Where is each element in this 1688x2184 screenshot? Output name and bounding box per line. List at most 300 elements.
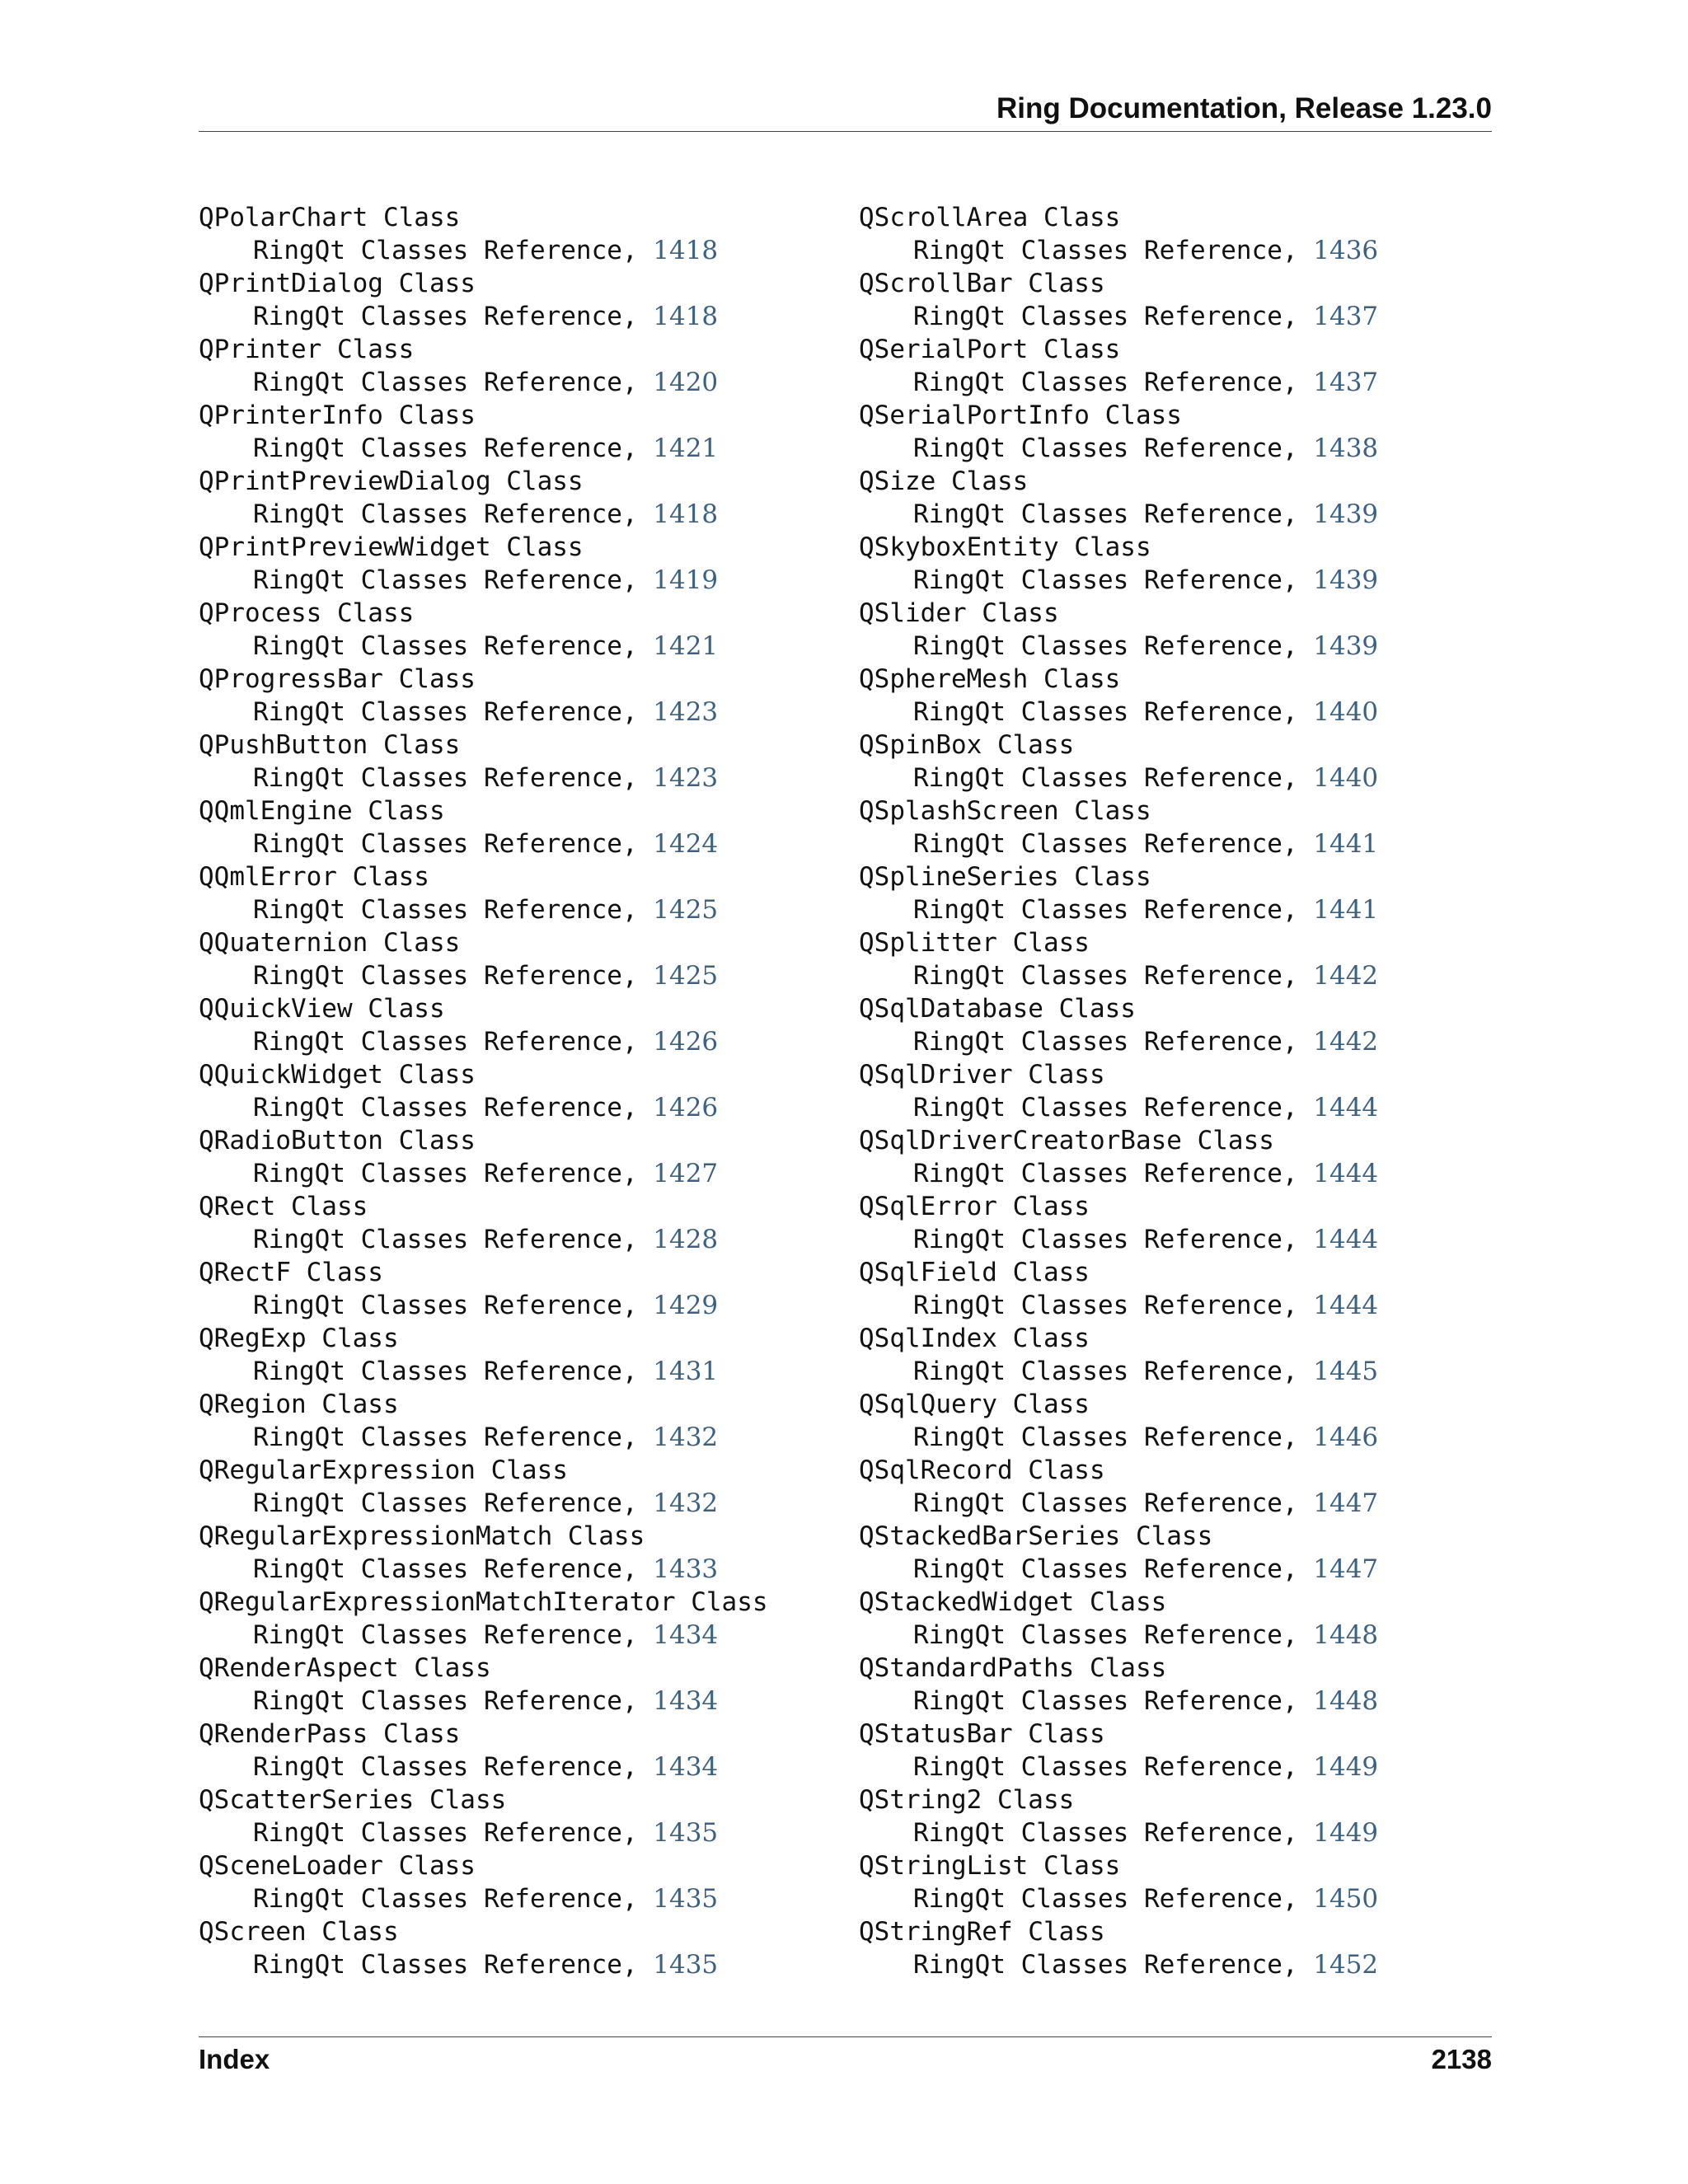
index-entry [859,1718,1378,1783]
reference-label: RingQt Classes Reference [253,565,622,595]
index-reference [199,1619,768,1652]
index-reference [859,1157,1378,1190]
reference-separator: , [1282,1554,1314,1584]
index-entry [859,1190,1378,1256]
reference-label: RingQt Classes Reference [253,1884,622,1914]
reference-label: RingQt Classes Reference [253,1620,622,1650]
index-reference [199,432,768,465]
reference-separator: , [621,368,654,397]
reference-label: RingQt Classes Reference [253,1093,622,1122]
page-number-link[interactable]: 1426 [653,1027,719,1057]
reference-label: RingQt Classes Reference [913,1093,1282,1122]
reference-separator: , [1282,895,1314,925]
index-reference [859,1421,1378,1454]
index-entry [199,1190,768,1256]
index-reference [859,1750,1378,1783]
index-reference [199,1816,768,1849]
page-number-link[interactable]: 1432 [653,1422,719,1452]
page-number-link[interactable]: 1428 [653,1225,719,1254]
page-number-link[interactable]: 1450 [1313,1884,1379,1914]
reference-separator: , [1282,368,1314,397]
index-term: QScrollBar Class [859,269,1105,298]
reference-separator: , [621,434,654,463]
reference-label: RingQt Classes Reference [253,499,622,529]
index-term: QProcess Class [199,598,415,628]
index-term: QSerialPortInfo Class [859,401,1182,430]
index-reference [199,564,768,597]
index-reference [199,827,768,860]
index-reference [199,498,768,531]
page-number-link[interactable]: 1420 [653,368,719,397]
index-reference [859,366,1378,399]
index-term: QSqlDatabase Class [859,994,1136,1024]
reference-separator: , [621,1291,654,1320]
reference-label: RingQt Classes Reference [913,1159,1282,1188]
index-reference [859,1816,1378,1849]
index-reference [859,234,1378,267]
index-term: QStandardPaths Class [859,1653,1167,1683]
index-entry [199,1718,768,1783]
index-reference [859,630,1378,663]
index-reference [859,696,1378,729]
index-column-left [199,201,768,1981]
reference-separator: , [621,961,654,991]
index-entry [199,1915,768,1981]
index-reference [199,1487,768,1520]
index-entry [199,465,768,531]
index-term: QPushButton Class [199,730,461,760]
index-entry [859,1058,1378,1124]
reference-label: RingQt Classes Reference [253,1422,622,1452]
reference-label: RingQt Classes Reference [913,368,1282,397]
reference-label: RingQt Classes Reference [253,302,622,331]
page-number-link[interactable]: 1449 [1313,1752,1379,1782]
index-reference [859,300,1378,333]
index-entry [199,1783,768,1849]
page-number-link[interactable]: 1444 [1313,1159,1379,1188]
index-term: QRegularExpressionMatchIterator Class [199,1587,768,1617]
index-term: QSqlQuery Class [859,1390,1090,1419]
reference-separator: , [1282,1422,1314,1452]
index-entry [859,333,1378,399]
reference-label: RingQt Classes Reference [253,895,622,925]
page-number-link[interactable]: 1418 [653,236,719,265]
reference-label: RingQt Classes Reference [253,236,622,265]
index-entry [859,794,1378,860]
reference-label: RingQt Classes Reference [253,434,622,463]
index-reference [199,1421,768,1454]
index-term: QSize Class [859,466,1029,496]
index-reference [859,1619,1378,1652]
index-term: QSlider Class [859,598,1059,628]
reference-label: RingQt Classes Reference [253,631,622,661]
index-term: QSpinBox Class [859,730,1075,760]
index-term: QStackedWidget Class [859,1587,1167,1617]
reference-label: RingQt Classes Reference [253,1950,622,1980]
reference-separator: , [1282,631,1314,661]
reference-separator: , [1282,1291,1314,1320]
page-number-link[interactable]: 1441 [1313,895,1379,925]
index-entry [859,465,1378,531]
reference-label: RingQt Classes Reference [913,895,1282,925]
index-reference [859,827,1378,860]
index-entry [859,399,1378,465]
index-entry [199,1322,768,1388]
page-number-link[interactable]: 1449 [1313,1818,1379,1848]
page-number-link[interactable]: 1434 [653,1620,719,1650]
index-entry [859,1322,1378,1388]
reference-separator: , [1282,961,1314,991]
index-reference [199,1091,768,1124]
index-term: QRegExp Class [199,1324,399,1353]
index-reference [859,1289,1378,1322]
page-number-link[interactable]: 1429 [653,1291,719,1320]
index-reference [199,1685,768,1718]
page-number-link[interactable]: 1446 [1313,1422,1379,1452]
index-reference [199,1948,768,1981]
page-number-link[interactable]: 1435 [653,1818,719,1848]
index-term: QStackedBarSeries Class [859,1521,1213,1551]
page-number-link[interactable]: 1448 [1313,1620,1379,1650]
reference-separator: , [621,895,654,925]
index-entry [199,1652,768,1718]
index-reference [859,432,1378,465]
index-entry [199,531,768,597]
index-entry [199,399,768,465]
index-entry [199,1586,768,1652]
index-entry [859,1915,1378,1981]
index-term: QStringList Class [859,1851,1121,1881]
index-entry [859,1652,1378,1718]
index-term: QPrinterInfo Class [199,401,476,430]
header-divider [199,131,1492,132]
index-entry [859,1783,1378,1849]
reference-label: RingQt Classes Reference [913,961,1282,991]
index-entry [199,1058,768,1124]
page-number-link[interactable]: 1419 [653,565,719,595]
index-entry [859,729,1378,794]
index-term: QPolarChart Class [199,203,461,232]
page-number-link[interactable]: 1421 [653,434,719,463]
reference-label: RingQt Classes Reference [253,1752,622,1782]
page-number-link[interactable]: 1448 [1313,1686,1379,1716]
reference-separator: , [621,1159,654,1188]
index-term: QRectF Class [199,1258,383,1287]
page-number-link[interactable]: 1440 [1313,763,1379,793]
reference-label: RingQt Classes Reference [253,1225,622,1254]
index-reference [199,959,768,992]
reference-separator: , [1282,1620,1314,1650]
index-entry [859,860,1378,926]
index-term: QStringRef Class [859,1917,1105,1947]
index-term: QSqlIndex Class [859,1324,1090,1353]
reference-separator: , [621,1488,654,1518]
reference-separator: , [621,631,654,661]
index-term: QSerialPort Class [859,335,1121,364]
page-number-link[interactable]: 1439 [1313,565,1379,595]
reference-separator: , [621,565,654,595]
index-term: QScrollArea Class [859,203,1121,232]
index-reference [859,1882,1378,1915]
reference-label: RingQt Classes Reference [253,368,622,397]
index-reference [199,1223,768,1256]
reference-separator: , [1282,302,1314,331]
reference-separator: , [1282,499,1314,529]
index-term: QPrintPreviewWidget Class [199,532,584,562]
reference-separator: , [621,1093,654,1122]
page-number-link[interactable]: 1418 [653,499,719,529]
reference-label: RingQt Classes Reference [913,1620,1282,1650]
page-number-link[interactable]: 1444 [1313,1093,1379,1122]
footer-page-number: 2138 [1431,2044,1492,2074]
page-number-link[interactable]: 1418 [653,302,719,331]
index-entry [199,1849,768,1915]
reference-label: RingQt Classes Reference [253,763,622,793]
index-term: QString2 Class [859,1785,1075,1815]
reference-separator: , [1282,1950,1314,1980]
index-entry [859,201,1378,267]
page-number-link[interactable]: 1423 [653,697,719,727]
index-reference [859,893,1378,926]
index-entry [199,333,768,399]
reference-label: RingQt Classes Reference [913,1884,1282,1914]
reference-separator: , [1282,1027,1314,1057]
reference-separator: , [621,499,654,529]
reference-label: RingQt Classes Reference [253,697,622,727]
index-entry [859,1849,1378,1915]
reference-label: RingQt Classes Reference [913,302,1282,331]
index-entry [859,267,1378,333]
index-term: QQmlError Class [199,862,429,892]
page-number-link[interactable]: 1435 [653,1950,719,1980]
reference-separator: , [621,763,654,793]
index-entry [859,531,1378,597]
page-number-link[interactable]: 1426 [653,1093,719,1122]
index-term: QProgressBar Class [199,664,476,694]
reference-separator: , [1282,1686,1314,1716]
index-term: QPrintDialog Class [199,269,476,298]
reference-separator: , [1282,1884,1314,1914]
index-reference [199,234,768,267]
index-term: QSplitter Class [859,928,1090,958]
reference-label: RingQt Classes Reference [913,697,1282,727]
index-reference [199,1355,768,1388]
reference-label: RingQt Classes Reference [913,829,1282,859]
index-entry [199,794,768,860]
page-number-link[interactable]: 1444 [1313,1291,1379,1320]
index-term: QScreen Class [199,1917,399,1947]
reference-label: RingQt Classes Reference [253,829,622,859]
reference-separator: , [621,697,654,727]
reference-label: RingQt Classes Reference [913,1225,1282,1254]
index-entry [199,663,768,729]
index-term: QQmlEngine Class [199,796,445,826]
reference-label: RingQt Classes Reference [913,236,1282,265]
page-number-link[interactable]: 1441 [1313,829,1379,859]
index-entry [199,992,768,1058]
index-reference [199,630,768,663]
reference-separator: , [1282,763,1314,793]
index-term: QRadioButton Class [199,1126,476,1155]
page-number-link[interactable]: 1440 [1313,697,1379,727]
index-reference [859,498,1378,531]
index-entry [199,926,768,992]
index-reference [859,762,1378,794]
reference-label: RingQt Classes Reference [913,1357,1282,1386]
index-reference [199,366,768,399]
reference-separator: , [621,829,654,859]
reference-separator: , [1282,1357,1314,1386]
index-entry [859,1520,1378,1586]
index-entry [859,597,1378,663]
index-reference [859,1487,1378,1520]
page-number-link[interactable]: 1439 [1313,499,1379,529]
index-entry [199,1520,768,1586]
index-term: QRegularExpressionMatch Class [199,1521,645,1551]
index-term: QQuickView Class [199,994,445,1024]
index-term: QSplashScreen Class [859,796,1151,826]
reference-separator: , [621,1554,654,1584]
page-number-link[interactable]: 1439 [1313,631,1379,661]
reference-separator: , [1282,1159,1314,1188]
reference-label: RingQt Classes Reference [913,1027,1282,1057]
page-number-link[interactable]: 1447 [1313,1488,1379,1518]
index-term: QPrinter Class [199,335,415,364]
reference-label: RingQt Classes Reference [253,1027,622,1057]
reference-label: RingQt Classes Reference [913,1488,1282,1518]
index-reference [199,1882,768,1915]
page-number-link[interactable]: 1435 [653,1884,719,1914]
page-number-link[interactable]: 1421 [653,631,719,661]
page-number-link[interactable]: 1425 [653,895,719,925]
index-term: QPrintPreviewDialog Class [199,466,584,496]
header-title: Ring Documentation, Release 1.23.0 [996,92,1492,124]
index-reference [199,1289,768,1322]
page-number-link[interactable]: 1427 [653,1159,719,1188]
index-entry [859,1586,1378,1652]
index-reference [859,1685,1378,1718]
index-reference [859,1025,1378,1058]
reference-separator: , [1282,1093,1314,1122]
reference-separator: , [1282,1818,1314,1848]
page-number-link[interactable]: 1442 [1313,1027,1379,1057]
index-term: QRenderPass Class [199,1719,461,1749]
index-term: QRegion Class [199,1390,399,1419]
reference-separator: , [1282,1752,1314,1782]
index-reference [199,893,768,926]
reference-separator: , [621,302,654,331]
index-entry [199,860,768,926]
index-entry [199,1124,768,1190]
page-number-link[interactable]: 1433 [653,1554,719,1584]
index-entry [199,729,768,794]
reference-separator: , [621,1884,654,1914]
index-entry [199,1454,768,1520]
page-number-link[interactable]: 1424 [653,829,719,859]
reference-label: RingQt Classes Reference [253,961,622,991]
footer-section-label: Index [199,2044,270,2074]
index-entry [859,1124,1378,1190]
index-entry [859,1388,1378,1454]
page-number-link[interactable]: 1436 [1313,236,1379,265]
index-reference [859,1355,1378,1388]
reference-label: RingQt Classes Reference [253,1488,622,1518]
page-number-link[interactable]: 1445 [1313,1357,1379,1386]
index-reference [199,762,768,794]
page-number-link[interactable]: 1437 [1313,368,1379,397]
index-entry [199,597,768,663]
page-number-link[interactable]: 1432 [653,1488,719,1518]
reference-separator: , [621,1357,654,1386]
page-number-link[interactable]: 1452 [1313,1950,1379,1980]
page-number-link[interactable]: 1434 [653,1752,719,1782]
index-term: QSqlRecord Class [859,1455,1105,1485]
reference-label: RingQt Classes Reference [913,1950,1282,1980]
reference-label: RingQt Classes Reference [913,499,1282,529]
index-reference [859,1091,1378,1124]
reference-label: RingQt Classes Reference [913,1818,1282,1848]
page-number-link[interactable]: 1425 [653,961,719,991]
footer-divider [199,2036,1492,2037]
index-term: QScatterSeries Class [199,1785,507,1815]
index-entry [859,663,1378,729]
page-number-link[interactable]: 1423 [653,763,719,793]
index-term: QSceneLoader Class [199,1851,476,1881]
index-term: QSkyboxEntity Class [859,532,1151,562]
page-number-link[interactable]: 1437 [1313,302,1379,331]
index-reference [199,1553,768,1586]
index-term: QSplineSeries Class [859,862,1151,892]
reference-separator: , [621,1422,654,1452]
reference-separator: , [1282,1488,1314,1518]
reference-separator: , [621,1950,654,1980]
reference-label: RingQt Classes Reference [253,1554,622,1584]
reference-label: RingQt Classes Reference [253,1818,622,1848]
index-column-right [859,201,1378,1981]
page-number-link[interactable]: 1431 [653,1357,719,1386]
reference-separator: , [1282,697,1314,727]
page-number-link[interactable]: 1447 [1313,1554,1379,1584]
index-entry [859,1454,1378,1520]
index-term: QSqlDriverCreatorBase Class [859,1126,1274,1155]
index-term: QSqlError Class [859,1192,1090,1221]
index-term: QRenderAspect Class [199,1653,491,1683]
index-entry [199,201,768,267]
index-entry [199,1256,768,1322]
index-entry [859,992,1378,1058]
page-number-link[interactable]: 1444 [1313,1225,1379,1254]
reference-label: RingQt Classes Reference [913,1291,1282,1320]
reference-separator: , [621,1752,654,1782]
reference-label: RingQt Classes Reference [253,1357,622,1386]
index-reference [199,1025,768,1058]
reference-label: RingQt Classes Reference [913,1686,1282,1716]
index-term: QSphereMesh Class [859,664,1121,694]
index-reference [859,1948,1378,1981]
reference-separator: , [621,1818,654,1848]
index-entry [859,1256,1378,1322]
index-reference [859,564,1378,597]
index-entry [199,267,768,333]
index-reference [199,1157,768,1190]
reference-separator: , [621,1027,654,1057]
page-number-link[interactable]: 1434 [653,1686,719,1716]
reference-separator: , [621,1686,654,1716]
page-number-link[interactable]: 1442 [1313,961,1379,991]
index-reference [859,959,1378,992]
reference-label: RingQt Classes Reference [913,631,1282,661]
page-number-link[interactable]: 1438 [1313,434,1379,463]
